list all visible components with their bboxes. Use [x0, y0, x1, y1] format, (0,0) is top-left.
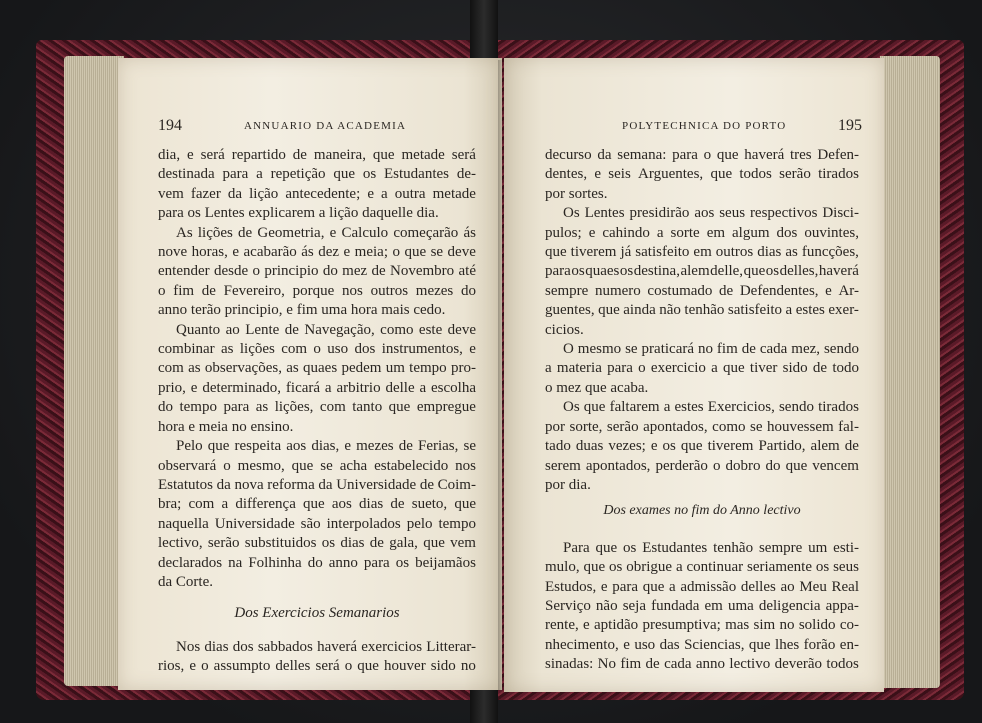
text-line: por sortes.	[545, 185, 608, 202]
text-line: hora e meia no ensino.	[158, 418, 294, 435]
body-text	[545, 146, 859, 675]
text-line: observará o mesmo, que se acha estabelecido nos	[158, 457, 476, 474]
page-number: 195	[838, 117, 862, 134]
paragraph-block	[158, 638, 476, 677]
body-text	[158, 146, 476, 677]
text-line: dentes, e seis Arguentes, que todos serão tirados	[545, 166, 859, 183]
text-line: Nos dias dos sabbados haverá exercicios Litterar-	[176, 638, 476, 655]
text-line: do tempo para as lições, com tanto que empregue	[158, 399, 476, 416]
paragraph-block	[545, 146, 859, 495]
text-line: o mez que acaba.	[545, 379, 649, 396]
page-edges-left	[64, 56, 124, 686]
text-line: o fim de Fevereiro, porque nos outros mezes do	[158, 282, 476, 299]
text-line: para os quaes os destina, alem delle, que os delles, haverá	[545, 263, 859, 280]
text-line: pulos; e cahindo a sorte em algum dos ouvintes,	[545, 224, 859, 241]
text-line: declarados na Folhinha do anno para os beijamãos	[158, 554, 476, 571]
text-line: Quanto ao Lente de Navegação, como este deve	[176, 321, 476, 338]
text-line: tado duas vezes; e os que tiverem Partido, alem de	[545, 438, 859, 455]
text-line: destinada para a repetição que os Estudantes de-	[158, 166, 476, 183]
text-line: com as observações, as quaes pedem um tempo pro-	[158, 360, 476, 377]
text-line: por sorte, serão apontados, como se houvessem fal-	[545, 418, 859, 435]
text-line: As lições de Geometria, e Calculo começarão ás	[176, 224, 476, 241]
text-line: rente, e aptidão presumptiva; mas sim no solido co-	[545, 617, 859, 634]
text-line: vem fazer da lição antecedente; e a outra metade	[158, 185, 476, 202]
text-line: O mesmo se praticará no fim de cada mez, sendo	[563, 341, 859, 358]
text-line: nhecimento, e uso das Sciencias, que lhes forão en-	[545, 636, 859, 653]
text-line: decurso da semana: para o que haverá tres Defen-	[545, 147, 859, 163]
text-line: entender desde o principio do mez de Novembro até	[158, 263, 476, 280]
text-line: que tiverem já satisfeito em outros dias as funcções,	[545, 244, 859, 261]
text-line: Os Lentes presidirão aos seus respectivos Disci-	[563, 205, 859, 222]
section-heading: Dos Exercicios Semanarios	[234, 605, 400, 622]
text-line: da Corte.	[158, 573, 213, 590]
text-line: por dia.	[545, 476, 591, 493]
paragraph-block	[545, 539, 859, 675]
text-line: Serviço não seja fundada em uma deligencia appa-	[545, 597, 859, 614]
text-line: nove horas, e acabarão ás dez e meia; o que se deve	[158, 244, 476, 261]
running-head: ANNUARIO DA ACADEMIA	[244, 120, 407, 132]
paragraph-block	[158, 146, 476, 592]
page-edges-right	[880, 56, 940, 688]
text-line: lectivo, serão substituidos os dias de gala, que vem	[158, 535, 476, 552]
right-page	[504, 58, 884, 692]
page-number: 194	[158, 117, 182, 134]
text-line: a materia para o exercicio a que tiver sido de todo	[545, 360, 859, 377]
text-line: para os Lentes explicarem a lição daquelle dia.	[158, 205, 439, 222]
text-line: Estatutos da nova reforma da Universidade de Coim-	[158, 476, 476, 493]
text-line: Estudos, e para que a admissão delles ao Meu Real	[545, 578, 859, 595]
text-line: combinar as lições com o uso dos instrumentos, e	[158, 341, 476, 358]
text-line: Pelo que respeita aos dias, e mezes de Ferias, se	[176, 438, 476, 455]
text-line: dia, e será repartido de maneira, que metade será	[158, 147, 476, 163]
text-line: rios, e o assumpto delles será o que houver sido no	[158, 658, 476, 675]
text-line: bra; com a differença que aos dias de sueto, que	[158, 496, 476, 513]
text-line: guentes, que ainda não tenhão satisfeito a estes exer-	[545, 302, 859, 319]
text-line: cicios.	[545, 321, 584, 338]
left-page	[118, 58, 502, 690]
running-head: POLYTECHNICA DO PORTO	[622, 120, 787, 132]
text-line: naquella Universidade são interpolados pelo tempo	[158, 515, 476, 532]
text-line: prio, e determinado, ficará a arbitrio delle a escolha	[158, 379, 476, 396]
section-heading: Dos exames no fim do Anno lectivo	[603, 503, 801, 519]
text-line: Para que os Estudantes tenhão sempre um esti-	[563, 539, 859, 556]
text-line: sinadas: No fim de cada anno lectivo deverão todos	[545, 656, 859, 673]
text-line: Os que faltarem a estes Exercicios, sendo tirados	[563, 399, 859, 416]
text-line: mulo, que os obrigue a continuar seriamente os seus	[545, 559, 859, 576]
text-line: sempre numero costumado de Defendentes, e Ar-	[545, 282, 859, 299]
text-line: serem apontados, perderão o dobro do que vencem	[545, 457, 859, 474]
text-line: anno terão principio, e fim uma hora mais cedo.	[158, 302, 446, 319]
